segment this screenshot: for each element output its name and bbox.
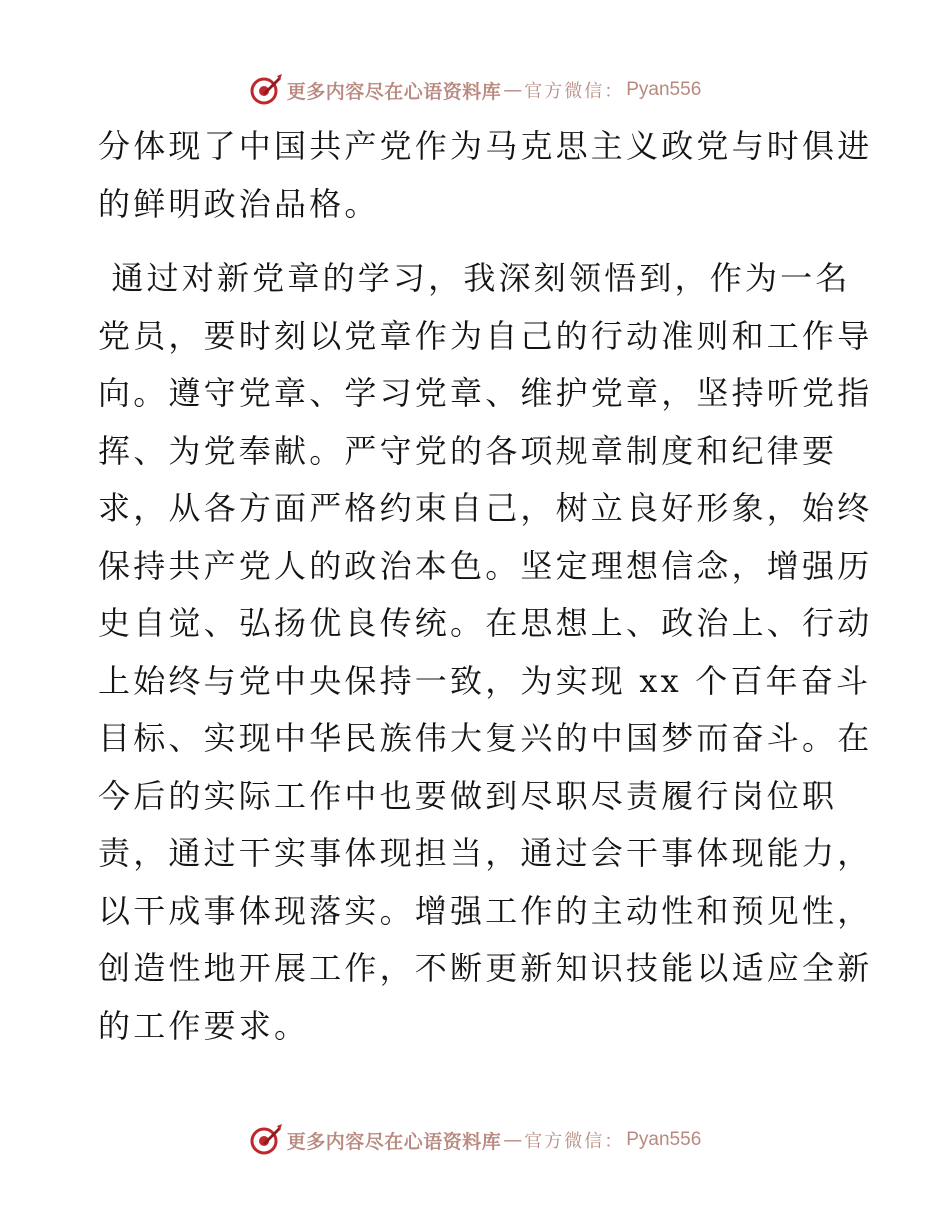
banner-separator: — bbox=[503, 1129, 523, 1151]
text-line: 通过对新党章的学习，我深刻领悟到，作为一名 bbox=[98, 259, 851, 297]
text-line: 求，从各方面严格约束自己，树立良好形象，始终 bbox=[98, 489, 873, 527]
banner-wechat-id: Pyan556 bbox=[626, 1129, 702, 1150]
banner-wechat-label: 官方微信： bbox=[524, 81, 625, 102]
text-line: 责，通过干实事体现担当，通过会干事体现能力， bbox=[98, 834, 873, 872]
banner-title: 更多内容尽在心语资料库 bbox=[286, 80, 502, 103]
text-line: 今后的实际工作中也要做到尽职尽责履行岗位职 bbox=[98, 776, 838, 815]
text-line: 的鲜明政治品格。 bbox=[98, 184, 380, 223]
text-line: 的工作要求。 bbox=[98, 1006, 310, 1045]
banner-wechat-label: 官方微信： bbox=[524, 1131, 625, 1152]
text-line: 上始终与党中央保持一致，为实现 xx 个百年奋斗 bbox=[98, 661, 872, 700]
text-line: 创造性地开展工作，不断更新知识技能以适应全新 bbox=[98, 949, 873, 987]
pen-logo-icon bbox=[249, 1123, 283, 1157]
banner-wechat-id: Pyan556 bbox=[626, 79, 702, 100]
paragraph-1 bbox=[98, 118, 873, 233]
text-line: 以干成事体现落实。增强工作的主动性和预见性， bbox=[98, 891, 873, 930]
banner-separator: — bbox=[503, 79, 523, 101]
header-banner bbox=[0, 70, 950, 110]
text-line: 党员，要时刻以党章作为自己的行动准则和工作导 bbox=[98, 316, 873, 355]
text-line: 挥、为党奉献。严守党的各项规章制度和纪律要 bbox=[98, 431, 838, 470]
text-line: 向。遵守党章、学习党章、维护党章，坚持听党指 bbox=[98, 374, 873, 412]
pen-logo-icon bbox=[249, 73, 283, 107]
text-line: 分体现了中国共产党作为马克思主义政党与时俱进 bbox=[98, 127, 873, 165]
text-line: 保持共产党人的政治本色。坚定理想信念，增强历 bbox=[98, 546, 873, 585]
banner-title: 更多内容尽在心语资料库 bbox=[286, 1130, 502, 1153]
footer-banner bbox=[0, 1120, 950, 1160]
text-line: 史自觉、弘扬优良传统。在思想上、政治上、行动 bbox=[98, 604, 873, 642]
paragraph-2 bbox=[98, 250, 873, 1055]
text-line: 目标、实现中华民族伟大复兴的中国梦而奋斗。在 bbox=[98, 719, 873, 757]
